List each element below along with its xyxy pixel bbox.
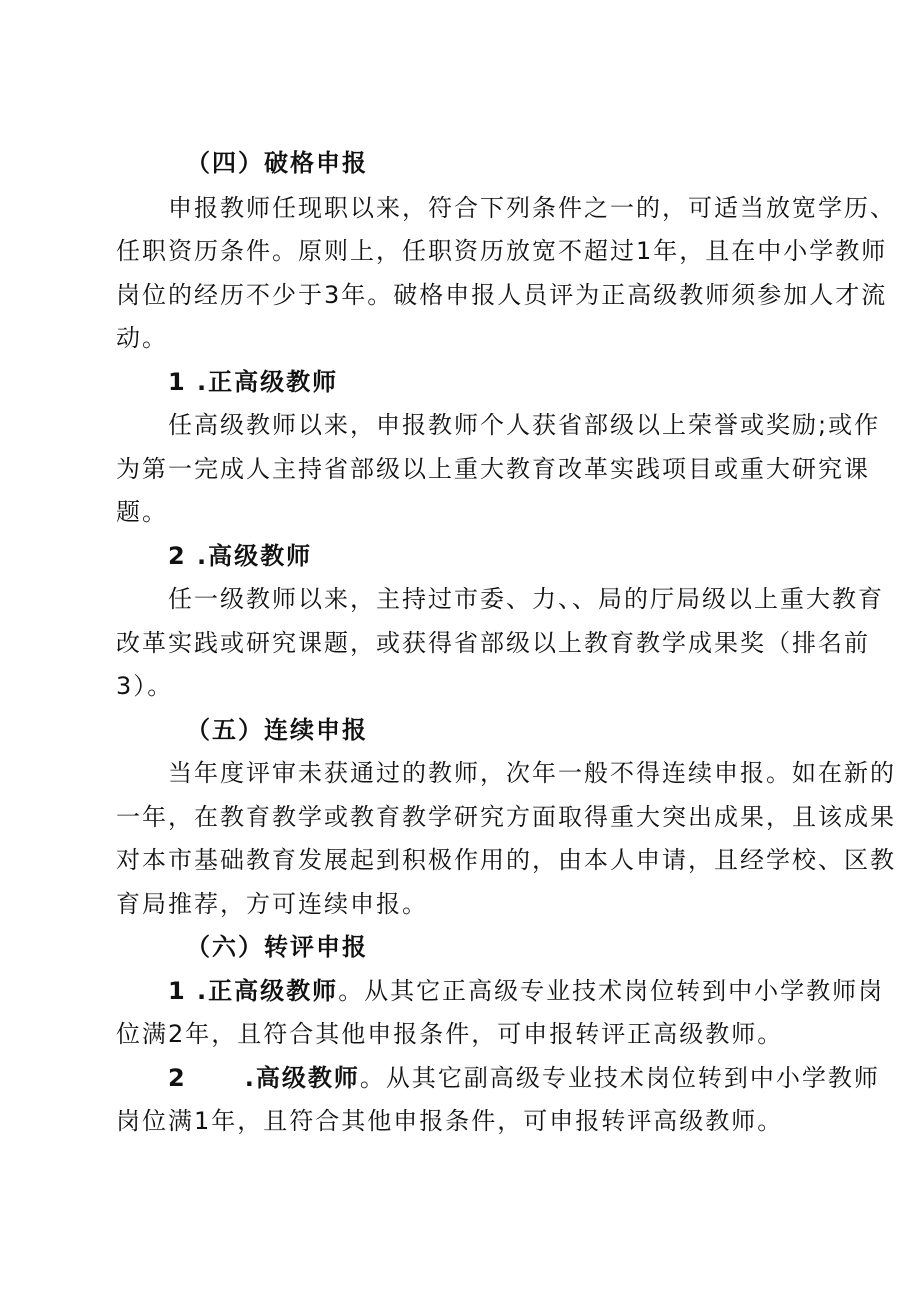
entry-number: 1 [168,977,187,1005]
paragraph-line: 任高级教师以来，申报教师个人获省部级以上荣誉或奖励;或作 [168,411,881,439]
section-heading-6: （六）转评申报 [186,933,368,961]
paragraph-line: 申报教师任现职以来，符合下列条件之一的，可适当放宽学历、 [168,194,896,222]
paragraph-line: 任职资历条件。原则上，任职资历放宽不超过1年，且在中小学教师 [116,237,888,265]
entry-line-2 [168,1063,880,1093]
paragraph-line: 题。 [116,498,168,526]
paragraph-line: 改革实践或研究课题，或获得省部级以上教育教学成果奖（排名前 [116,629,870,657]
paragraph-line: 任一级教师以来，主持过市委、力、、局的厅局级以上重大教育 [168,585,884,613]
entry-title: .正高级教师 [186,977,339,1005]
paragraph-line: 动。 [116,324,168,352]
paragraph-line: 岗位的经历不少于3年。破格申报人员评为正高级教师须参加人才流 [116,281,888,309]
paragraph-line: 当年度评审未获通过的教师，次年一般不得连续申报。如在新的 [168,759,896,787]
entry-number: 2 [168,1064,187,1092]
section-heading-4: （四）破格申报 [186,149,368,177]
paragraph-line: 3）。 [116,672,174,700]
entry-title: .高级教师 [244,1064,360,1092]
entry-text: 。从其它正高级专业技术岗位转到中小学教师岗 [338,977,885,1005]
entry-line-1 [168,976,884,1006]
paragraph-line: 岗位满1年，且符合其他申报条件，可申报转评高级教师。 [116,1107,784,1135]
entry-text: 。从其它副高级专业技术岗位转到中小学教师 [359,1064,880,1092]
paragraph-line: 一年，在教育教学或教育教学研究方面取得重大突出成果，且该成果 [116,803,896,831]
section-heading-5: （五）连续申报 [186,716,368,744]
paragraph-line: 育局推荐，方可连续申报。 [116,890,428,918]
paragraph-line: 位满2年，且符合其他申报条件，可申报转评正高级教师。 [116,1020,784,1048]
item-title-2: 2 .高级教师 [168,542,313,570]
paragraph-line: 为第一完成人主持省部级以上重大教育改革实践项目或重大研究课 [116,455,870,483]
paragraph-line: 对本市基础教育发展起到积极作用的，由本人申请，且经学校、区教 [116,846,896,874]
item-title-1: 1 .正高级教师 [168,368,339,396]
